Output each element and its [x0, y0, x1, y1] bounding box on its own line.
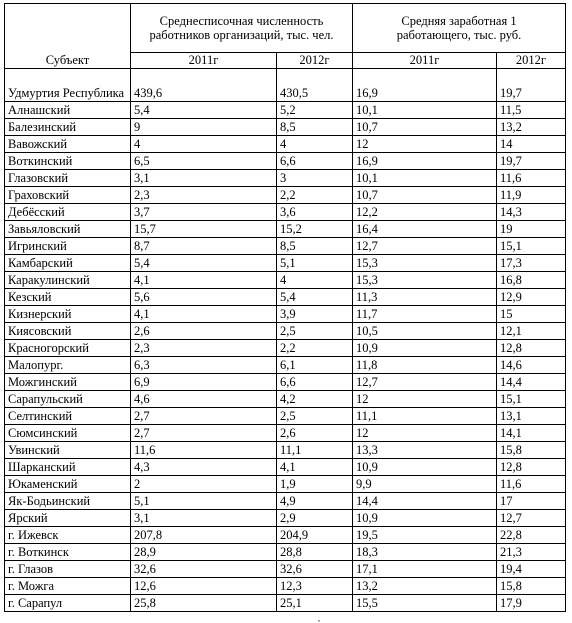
subject-name: Завьяловский — [5, 221, 131, 238]
salary-2012-cell: 11,5 — [497, 102, 566, 119]
salary-2011-cell: 16,4 — [353, 221, 497, 238]
table-row — [5, 561, 566, 578]
table-row — [5, 255, 566, 272]
subject-name: Як-Бодьинский — [5, 493, 131, 510]
salary-2012-cell: 14,1 — [497, 425, 566, 442]
table-row — [5, 476, 566, 493]
employees-2012-cell: 2,2 — [277, 340, 353, 357]
employees-2012-cell: 6,1 — [277, 357, 353, 374]
table-row — [5, 527, 566, 544]
subject-name: Сюмсинский — [5, 425, 131, 442]
employees-2011-cell: 5,1 — [131, 493, 277, 510]
employees-2011-cell: 4 — [131, 136, 277, 153]
employees-2011-cell: 28,9 — [131, 544, 277, 561]
salary-2012-cell: 15 — [497, 306, 566, 323]
salary-2012-cell: 15,1 — [497, 238, 566, 255]
table-row — [5, 323, 566, 340]
table-row — [5, 510, 566, 527]
salary-2012-cell: 19,7 — [497, 153, 566, 170]
salary-2012-cell: 17,9 — [497, 595, 566, 612]
employees-2011-cell: 3,7 — [131, 204, 277, 221]
employees-2011-cell: 2 — [131, 476, 277, 493]
table-header — [5, 4, 566, 69]
salary-2011-cell: 11,8 — [353, 357, 497, 374]
table-row — [5, 221, 566, 238]
employees-2012-cell: 6,6 — [277, 153, 353, 170]
salary-2012-cell: 17 — [497, 493, 566, 510]
salary-2011-cell: 10,1 — [353, 102, 497, 119]
header-group-salary: Средняя заработная 1 работающего, тыс. руб. — [353, 4, 566, 53]
subject-name: Малопург. — [5, 357, 131, 374]
table-row — [5, 306, 566, 323]
employees-2011-cell: 4,6 — [131, 391, 277, 408]
header-year: 2012г — [497, 53, 566, 69]
table-row — [5, 493, 566, 510]
salary-2011-cell: 10,1 — [353, 170, 497, 187]
salary-2011-cell: 12 — [353, 391, 497, 408]
employees-2012-cell: 3,6 — [277, 204, 353, 221]
employees-2012-cell: 15,2 — [277, 221, 353, 238]
header-group-employees: Среднесписочная численность работников организаций, тыс. чел. — [131, 4, 353, 53]
table-row — [5, 187, 566, 204]
subject-name: г. Воткинск — [5, 544, 131, 561]
employees-2011-cell: 5,4 — [131, 102, 277, 119]
salary-2011-cell: 18,3 — [353, 544, 497, 561]
subject-name: Кизнерский — [5, 306, 131, 323]
employees-2011-cell: 3,1 — [131, 170, 277, 187]
employees-2012-cell: 2,2 — [277, 187, 353, 204]
salary-2012-cell: 12,8 — [497, 459, 566, 476]
page-mark: , — [318, 614, 320, 623]
salary-2012-cell: 14,4 — [497, 374, 566, 391]
header-subject: Субъект — [5, 4, 131, 69]
subject-name: Юкаменский — [5, 476, 131, 493]
subject-name: г. Ижевск — [5, 527, 131, 544]
table-row — [5, 289, 566, 306]
employees-2011-cell: 6,3 — [131, 357, 277, 374]
salary-2011-cell: 10,9 — [353, 510, 497, 527]
employees-2012-cell: 6,6 — [277, 374, 353, 391]
salary-2012-cell: 11,6 — [497, 170, 566, 187]
employees-2012-cell: 2,6 — [277, 425, 353, 442]
table-row — [5, 459, 566, 476]
salary-2011-cell: 11,7 — [353, 306, 497, 323]
salary-2011-cell: 16,9 — [353, 69, 497, 102]
employees-2011-cell: 2,7 — [131, 425, 277, 442]
subject-name: Каракулинский — [5, 272, 131, 289]
subject-name: г. Можга — [5, 578, 131, 595]
salary-2011-cell: 11,3 — [353, 289, 497, 306]
salary-2011-cell: 17,1 — [353, 561, 497, 578]
salary-2011-cell: 15,3 — [353, 255, 497, 272]
subject-name: Алнашский — [5, 102, 131, 119]
subject-name: Глазовский — [5, 170, 131, 187]
employees-2012-cell: 2,9 — [277, 510, 353, 527]
employees-2011-cell: 207,8 — [131, 527, 277, 544]
employees-2012-cell: 8,5 — [277, 119, 353, 136]
subject-name: Граховский — [5, 187, 131, 204]
subject-name: Игринский — [5, 238, 131, 255]
employees-2012-cell: 5,2 — [277, 102, 353, 119]
subject-name: Камбарский — [5, 255, 131, 272]
header-year: 2012г — [277, 53, 353, 69]
employees-2011-cell: 4,1 — [131, 272, 277, 289]
salary-2012-cell: 12,7 — [497, 510, 566, 527]
employees-2012-cell: 2,5 — [277, 408, 353, 425]
salary-2011-cell: 12 — [353, 136, 497, 153]
header-year: 2011г — [353, 53, 497, 69]
salary-2011-cell: 14,4 — [353, 493, 497, 510]
salary-2011-cell: 15,3 — [353, 272, 497, 289]
employees-2011-cell: 25,8 — [131, 595, 277, 612]
employees-2012-cell: 430,5 — [277, 69, 353, 102]
employees-2012-cell: 12,3 — [277, 578, 353, 595]
employees-2012-cell: 8,5 — [277, 238, 353, 255]
salary-2012-cell: 14,6 — [497, 357, 566, 374]
salary-2012-cell: 21,3 — [497, 544, 566, 561]
employees-2011-cell: 5,6 — [131, 289, 277, 306]
table-row — [5, 238, 566, 255]
employees-2012-cell: 5,1 — [277, 255, 353, 272]
employees-2011-cell: 9 — [131, 119, 277, 136]
employees-2012-cell: 4,2 — [277, 391, 353, 408]
salary-2011-cell: 10,7 — [353, 119, 497, 136]
document-page — [4, 3, 566, 612]
employees-2012-cell: 4 — [277, 136, 353, 153]
employees-2011-cell: 6,9 — [131, 374, 277, 391]
table-row — [5, 425, 566, 442]
table-row — [5, 340, 566, 357]
salary-2012-cell: 11,6 — [497, 476, 566, 493]
subject-name: Вавожский — [5, 136, 131, 153]
table-row — [5, 442, 566, 459]
subject-name: Увинский — [5, 442, 131, 459]
employees-2011-cell: 5,4 — [131, 255, 277, 272]
salary-2012-cell: 14 — [497, 136, 566, 153]
table-row — [5, 357, 566, 374]
subject-name: Шарканский — [5, 459, 131, 476]
employees-2012-cell: 32,6 — [277, 561, 353, 578]
subject-name: Воткинский — [5, 153, 131, 170]
salary-2012-cell: 12,9 — [497, 289, 566, 306]
subject-name: Удмуртия Республика — [5, 69, 131, 102]
employees-2012-cell: 28,8 — [277, 544, 353, 561]
employees-2012-cell: 4,9 — [277, 493, 353, 510]
salary-2011-cell: 12,7 — [353, 238, 497, 255]
subject-name: Сарапульский — [5, 391, 131, 408]
table-row — [5, 272, 566, 289]
salary-2011-cell: 13,3 — [353, 442, 497, 459]
salary-2011-cell: 10,5 — [353, 323, 497, 340]
salary-2011-cell: 12,7 — [353, 374, 497, 391]
salary-2012-cell: 15,8 — [497, 442, 566, 459]
salary-2012-cell: 19,4 — [497, 561, 566, 578]
salary-2012-cell: 19 — [497, 221, 566, 238]
salary-2011-cell: 16,9 — [353, 153, 497, 170]
salary-2011-cell: 9,9 — [353, 476, 497, 493]
employees-2012-cell: 3,9 — [277, 306, 353, 323]
subject-name: Ярский — [5, 510, 131, 527]
salary-2012-cell: 15,8 — [497, 578, 566, 595]
table-row — [5, 102, 566, 119]
employees-2012-cell: 3 — [277, 170, 353, 187]
table-row — [5, 408, 566, 425]
employees-2011-cell: 11,6 — [131, 442, 277, 459]
salary-2011-cell: 10,9 — [353, 459, 497, 476]
table-row — [5, 136, 566, 153]
table-row — [5, 170, 566, 187]
data-table — [4, 3, 566, 612]
salary-2011-cell: 12 — [353, 425, 497, 442]
salary-2011-cell: 10,7 — [353, 187, 497, 204]
salary-2012-cell: 22,8 — [497, 527, 566, 544]
salary-2012-cell: 17,3 — [497, 255, 566, 272]
table-row — [5, 544, 566, 561]
employees-2012-cell: 4 — [277, 272, 353, 289]
employees-2011-cell: 2,6 — [131, 323, 277, 340]
table-body — [5, 69, 566, 612]
employees-2011-cell: 2,7 — [131, 408, 277, 425]
salary-2011-cell: 19,5 — [353, 527, 497, 544]
salary-2012-cell: 13,2 — [497, 119, 566, 136]
subject-name: Селтинский — [5, 408, 131, 425]
employees-2011-cell: 2,3 — [131, 340, 277, 357]
table-row — [5, 119, 566, 136]
employees-2012-cell: 204,9 — [277, 527, 353, 544]
salary-2012-cell: 13,1 — [497, 408, 566, 425]
employees-2011-cell: 439,6 — [131, 69, 277, 102]
table-row — [5, 153, 566, 170]
table-row — [5, 578, 566, 595]
salary-2011-cell: 10,9 — [353, 340, 497, 357]
employees-2011-cell: 6,5 — [131, 153, 277, 170]
employees-2012-cell: 11,1 — [277, 442, 353, 459]
table-row — [5, 391, 566, 408]
salary-2011-cell: 11,1 — [353, 408, 497, 425]
salary-2011-cell: 12,2 — [353, 204, 497, 221]
employees-2011-cell: 8,7 — [131, 238, 277, 255]
table-row — [5, 204, 566, 221]
salary-2012-cell: 16,8 — [497, 272, 566, 289]
salary-2012-cell: 14,3 — [497, 204, 566, 221]
employees-2012-cell: 25,1 — [277, 595, 353, 612]
salary-2011-cell: 13,2 — [353, 578, 497, 595]
employees-2012-cell: 4,1 — [277, 459, 353, 476]
employees-2012-cell: 2,5 — [277, 323, 353, 340]
subject-name: Красногорский — [5, 340, 131, 357]
employees-2011-cell: 4,1 — [131, 306, 277, 323]
salary-2012-cell: 15,1 — [497, 391, 566, 408]
employees-2012-cell: 5,4 — [277, 289, 353, 306]
subject-name: г. Сарапул — [5, 595, 131, 612]
salary-2012-cell: 19,7 — [497, 69, 566, 102]
subject-name: Дебёсский — [5, 204, 131, 221]
table-row — [5, 595, 566, 612]
table-row — [5, 69, 566, 102]
employees-2011-cell: 32,6 — [131, 561, 277, 578]
employees-2011-cell: 2,3 — [131, 187, 277, 204]
header-year: 2011г — [131, 53, 277, 69]
salary-2012-cell: 12,1 — [497, 323, 566, 340]
salary-2011-cell: 15,5 — [353, 595, 497, 612]
subject-name: Киясовский — [5, 323, 131, 340]
subject-name: Балезинский — [5, 119, 131, 136]
employees-2011-cell: 12,6 — [131, 578, 277, 595]
table-row — [5, 374, 566, 391]
subject-name: г. Глазов — [5, 561, 131, 578]
employees-2011-cell: 3,1 — [131, 510, 277, 527]
salary-2012-cell: 11,9 — [497, 187, 566, 204]
employees-2011-cell: 15,7 — [131, 221, 277, 238]
subject-name: Кезский — [5, 289, 131, 306]
subject-name: Можгинский — [5, 374, 131, 391]
salary-2012-cell: 12,8 — [497, 340, 566, 357]
employees-2012-cell: 1,9 — [277, 476, 353, 493]
employees-2011-cell: 4,3 — [131, 459, 277, 476]
